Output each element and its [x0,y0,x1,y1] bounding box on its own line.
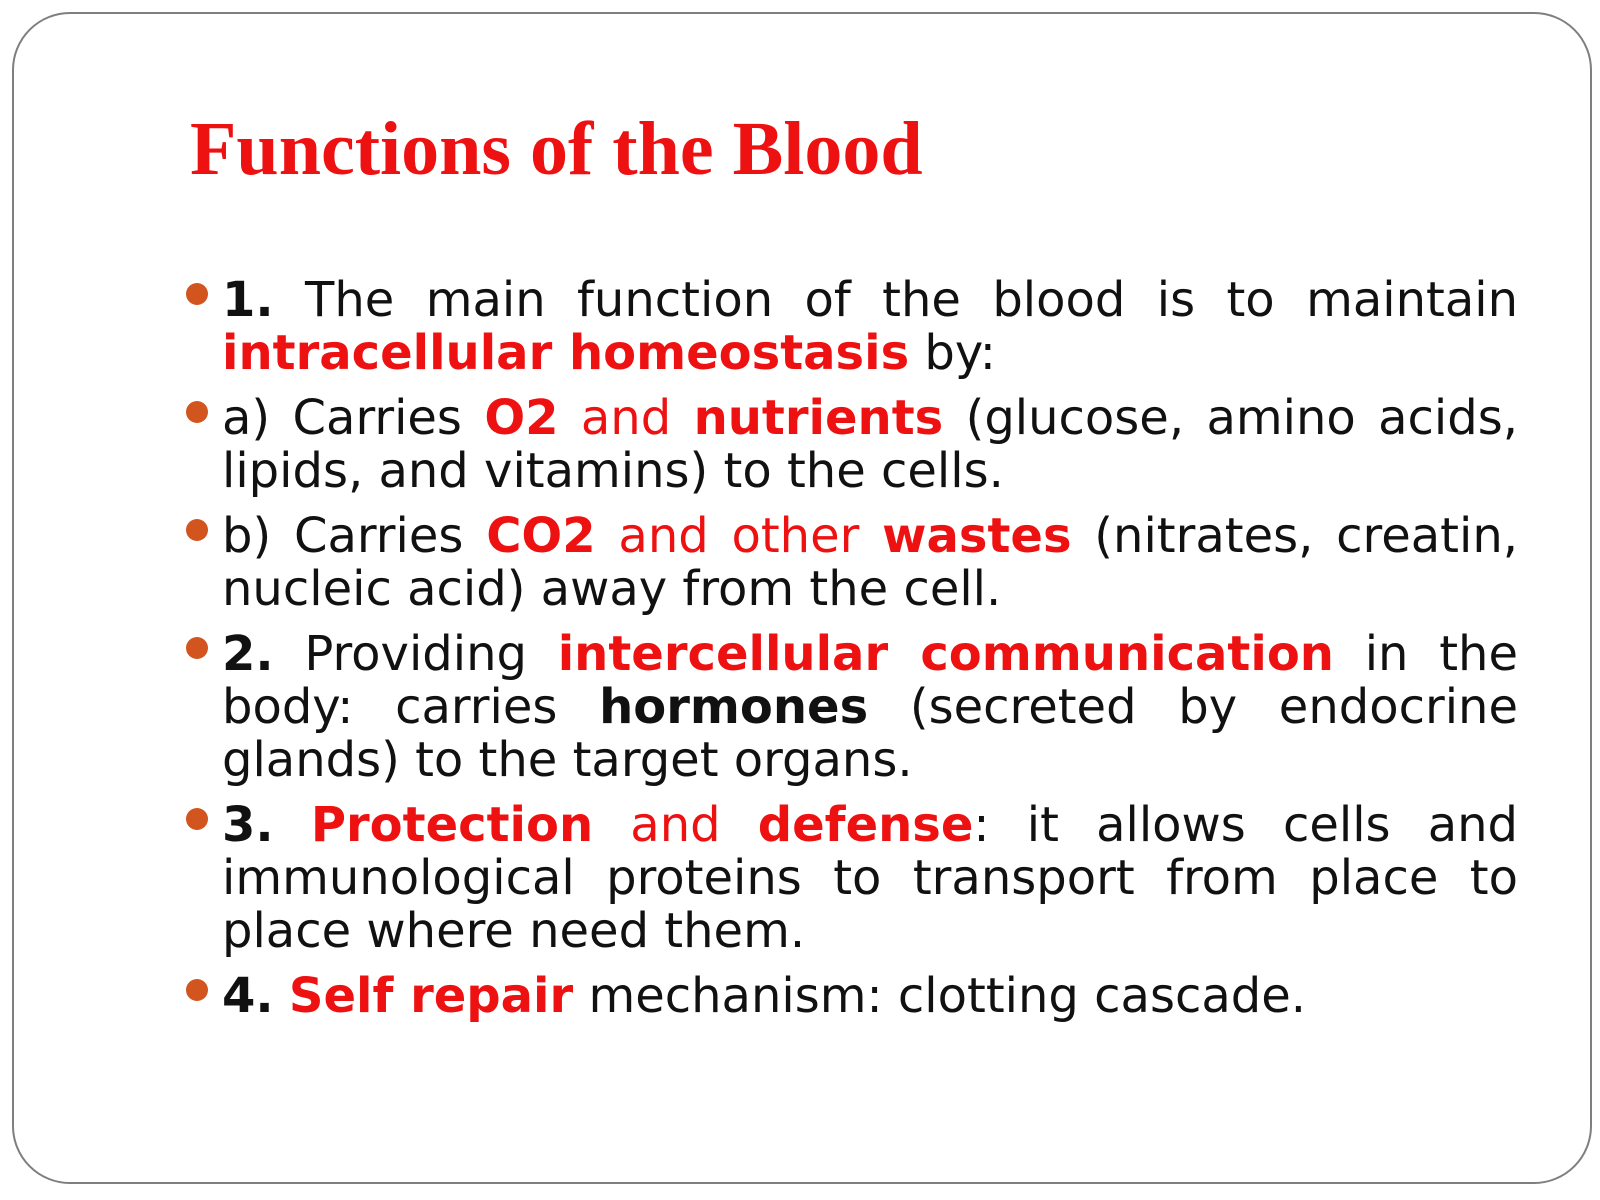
text-run: (nitrates, creatin, nucleic acid) away from the cell. [222,508,1519,617]
text-run: Providing [273,626,558,682]
highlight-term: intracellular homeostasis [222,325,910,381]
text-run: a) Carries [222,390,485,446]
highlight-term: intercellular communication [557,626,1334,682]
highlight-term: Protection [310,797,594,853]
bullet-dot-icon [186,283,208,305]
text-run: (secreted by endocrine glands) to the target organs. [222,679,1518,788]
highlight-term: defense [757,797,974,853]
text-run [274,797,311,853]
slide-title: Functions of the Blood [190,107,923,191]
text-run: in the body: carries [222,626,1518,735]
text-run [274,968,289,1024]
text-run: by: [909,325,996,381]
text-run: and [558,390,694,446]
text-run: and other [595,508,883,564]
bullet-dot-icon [186,979,208,1001]
text-run: and [593,797,758,853]
text-run: b) Carries [222,508,487,564]
slide [12,12,1592,1184]
highlight-term: Self repair [288,968,574,1024]
text-run: 3. [222,797,274,853]
text-run: 1. [222,272,274,328]
text-run: 4. [222,968,274,1024]
bullet-list [222,274,1518,1035]
text-run: 2. [222,626,274,682]
bullet-item [222,510,1518,616]
bullet-item [222,799,1518,958]
text-run: The main function of the blood is to maintain [273,272,1518,328]
highlight-term: O2 [484,390,559,446]
bullet-dot-icon [186,808,208,830]
bullet-dot-icon [186,401,208,423]
bullet-item [222,274,1518,380]
text-run: (glucose, amino acids, lipids, and vitamins) to the cells. [222,390,1518,499]
text-run: hormones [599,679,869,735]
highlight-term: nutrients [693,390,944,446]
bullet-item [222,392,1518,498]
bullet-item [222,970,1518,1023]
highlight-term: CO2 [486,508,596,564]
bullet-item [222,628,1518,787]
text-run: mechanism: clotting cascade. [573,968,1307,1024]
bullet-dot-icon [186,637,208,659]
bullet-dot-icon [186,519,208,541]
highlight-term: wastes [882,508,1072,564]
text-run: : it allows cells and immunological proteins to transport from place to place where need them. [222,797,1519,959]
